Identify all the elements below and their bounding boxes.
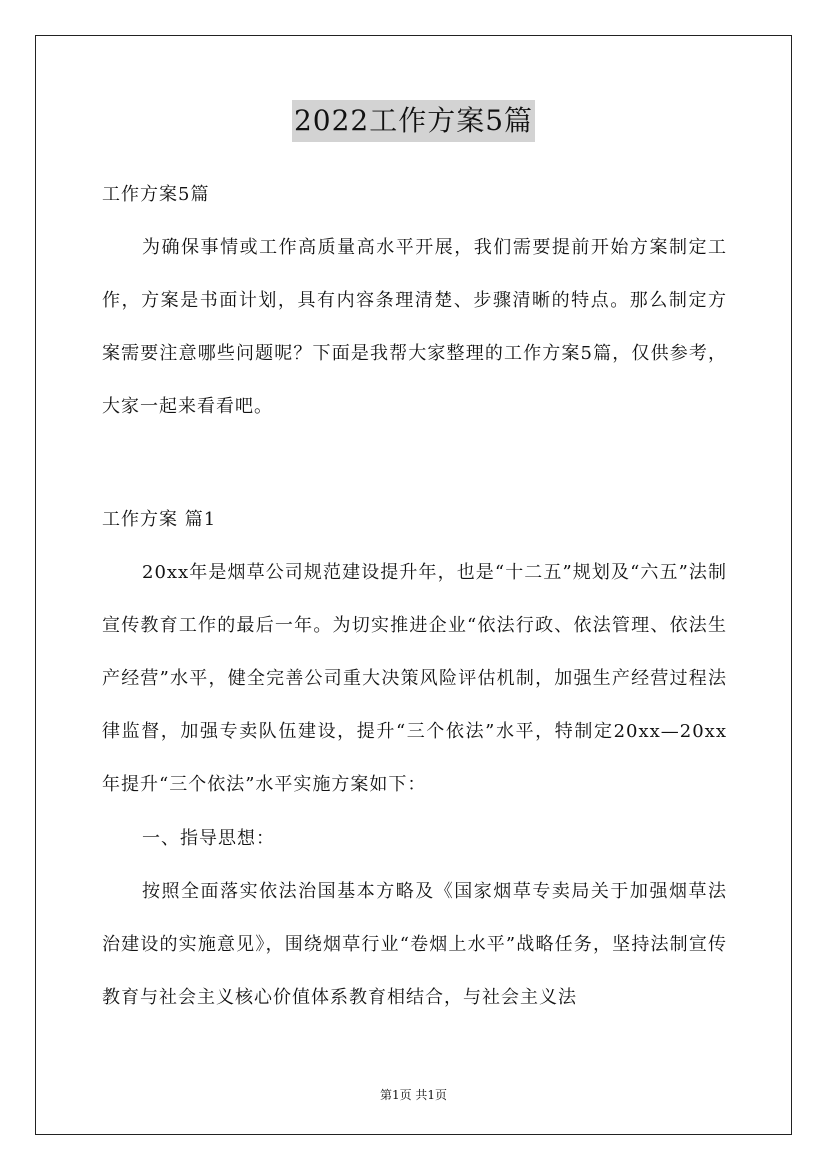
section-paragraph-1: 20xx年是烟草公司规范建设提升年，也是“十二五”规划及“六五”法制宣传教育工作的最后一年。为切实推进企业“依法行政、依法管理、依法生产经营”水平，健全完善公司重大决策风险评估机制，加强生产经营过程法律监督，加强专卖队伍建设，提升“三个依法”水平，特制定20xx—20xx年提升“三个依法”水平实施方案如下： <box>102 562 727 795</box>
title-container <box>0 100 827 142</box>
section-subheading: 一、指导思想： <box>142 828 275 849</box>
section-heading: 工作方案 篇1 <box>102 509 217 530</box>
section-paragraph-2: 按照全面落实依法治国基本方略及《国家烟草专卖局关于加强烟草法治建设的实施意见》，围绕烟草行业“卷烟上水平”战略任务，坚持法制宣传教育与社会主义核心价值体系教育相结合，与社会主义法 <box>102 881 727 1008</box>
document-title: 2022工作方案5篇 <box>292 100 535 142</box>
document-subtitle: 工作方案5篇 <box>102 184 210 205</box>
page-footer: 第1页 共1页 <box>379 1088 448 1102</box>
intro-paragraph: 为确保事情或工作高质量高水平开展，我们需要提前开始方案制定工作，方案是书面计划，具有内容条理清楚、步骤清晰的特点。那么制定方案需要注意哪些问题呢？下面是我帮大家整理的工作方案5篇，仅供参考，大家一起来看看吧。 <box>102 237 727 417</box>
